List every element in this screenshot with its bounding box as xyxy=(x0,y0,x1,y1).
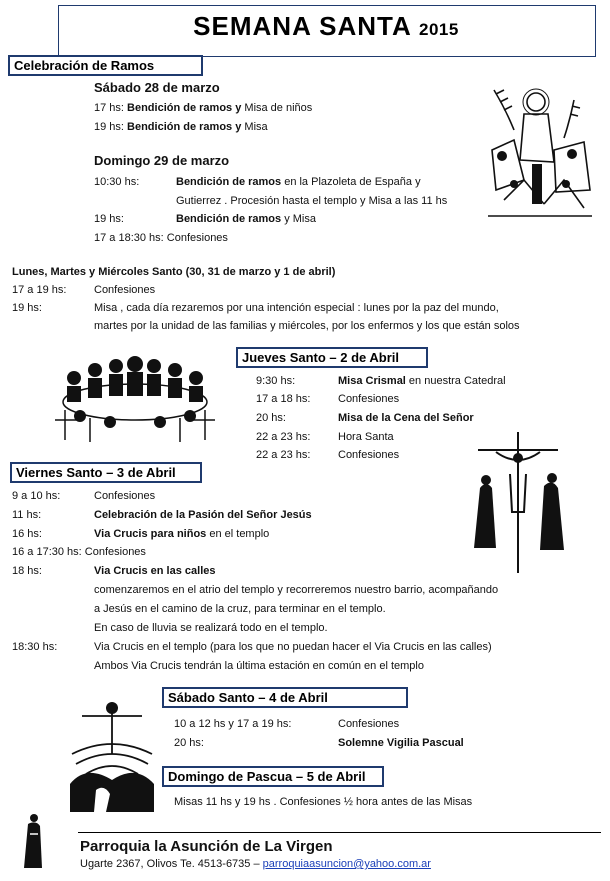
viernes-event-6: Via Crucis en el templo (para los que no puedan hacer el Via Crucis en las calles) xyxy=(94,641,492,653)
viernes-event-5-cont-3: En caso de lluvia se realizará todo en el templo. xyxy=(94,622,328,634)
ramos-domingo-heading: Domingo 29 de marzo xyxy=(94,153,230,168)
jueves-time-3: 20 hs: xyxy=(256,412,286,424)
footer-email-link[interactable]: parroquiaasuncion@yahoo.com.ar xyxy=(262,858,431,870)
jueves-time-5: 22 a 23 hs: xyxy=(256,449,311,461)
viernes-time-1: 9 a 10 hs: xyxy=(12,490,61,502)
footer-address: Ugarte 2367, Olivos Te. 4513-6735 – xyxy=(80,858,263,870)
page-title xyxy=(58,11,594,42)
viernes-time-3: 16 hs: xyxy=(12,528,42,540)
viernes-event-5: Via Crucis en las calles xyxy=(94,565,216,577)
footer-parish-name: Parroquia la Asunción de La Virgen xyxy=(80,838,333,855)
jueves-event-4: Hora Santa xyxy=(338,431,394,443)
jueves-event-2: Confesiones xyxy=(338,393,400,405)
ramos-label: Celebración de Ramos xyxy=(8,55,203,76)
lunes-time-2: 19 hs: xyxy=(12,302,42,314)
jueves-time-1: 9:30 hs: xyxy=(256,375,296,387)
event-bold: Bendición de ramos y xyxy=(127,121,242,133)
last-supper-illustration xyxy=(50,350,220,445)
jueves-time-4: 22 a 23 hs: xyxy=(256,431,311,443)
event-rest: y Misa xyxy=(281,213,316,225)
event-rest: en el templo xyxy=(206,528,270,540)
pascua-text: Misas 11 hs y 19 hs . Confesiones ½ hora antes de las Misas xyxy=(174,796,473,808)
lunes-text-2: Misa , cada día rezaremos por una intención especial : lunes por la paz del mundo, xyxy=(94,302,499,314)
ramos-sabado-line-2 xyxy=(94,121,268,133)
footer-contact xyxy=(80,858,431,870)
virgin-mary-logo-icon xyxy=(18,812,48,870)
viernes-confesiones: 16 a 17:30 hs: Confesiones xyxy=(12,546,146,558)
crucifixion-illustration xyxy=(466,428,578,578)
jueves-label: Jueves Santo – 2 de Abril xyxy=(236,347,428,368)
event-rest: en la Plazoleta de España y xyxy=(281,176,421,188)
jueves-event-1 xyxy=(338,375,506,387)
ramos-sabado-line-1 xyxy=(94,102,312,114)
viernes-event-5-cont-1: comenzaremos en el atrio del templo y recorreremos nuestro barrio, acompañando xyxy=(94,584,499,596)
ramos-domingo-event-1-cont: Gutierrez . Procesión hasta el templo y Misa a las 11 hs xyxy=(176,195,448,207)
sabado-santo-time-1: 10 a 12 hs y 17 a 19 hs: xyxy=(174,718,292,730)
event-rest: en nuestra Catedral xyxy=(405,375,506,387)
event-rest: Misa xyxy=(241,121,268,133)
resurrection-illustration xyxy=(66,694,158,814)
event-bold: Bendición de ramos y xyxy=(127,102,242,114)
viernes-time-5: 18 hs: xyxy=(12,565,42,577)
title-year: 2015 xyxy=(419,20,459,39)
lunes-time-1: 17 a 19 hs: xyxy=(12,284,67,296)
viernes-label: Viernes Santo – 3 de Abril xyxy=(10,462,202,483)
pascua-label: Domingo de Pascua – 5 de Abril xyxy=(162,766,384,787)
jueves-event-5: Confesiones xyxy=(338,449,400,461)
jueves-event-3: Misa de la Cena del Señor xyxy=(338,412,474,424)
sabado-santo-label: Sábado Santo – 4 de Abril xyxy=(162,687,408,708)
ramos-domingo-confesiones: 17 a 18:30 hs: Confesiones xyxy=(94,232,228,244)
viernes-event-3 xyxy=(94,528,269,540)
footer-divider xyxy=(78,832,601,833)
viernes-time-2: 11 hs: xyxy=(12,509,42,521)
ramos-sabado-heading: Sábado 28 de marzo xyxy=(94,80,220,95)
palm-sunday-illustration xyxy=(484,80,596,220)
sabado-santo-time-2: 20 hs: xyxy=(174,737,204,749)
jueves-time-2: 17 a 18 hs: xyxy=(256,393,311,405)
time: 19 hs: xyxy=(94,121,124,133)
lunes-text-1: Confesiones xyxy=(94,284,156,296)
viernes-time-6: 18:30 hs: xyxy=(12,641,58,653)
lunes-heading: Lunes, Martes y Miércoles Santo (30, 31 de marzo y 1 de abril) xyxy=(12,266,336,278)
time: 17 hs: xyxy=(94,102,124,114)
event-rest: Misa de niños xyxy=(241,102,313,114)
sabado-santo-event-1: Confesiones xyxy=(338,718,400,730)
ramos-domingo-event-1 xyxy=(176,176,421,188)
viernes-event-6-cont: Ambos Via Crucis tendrán la última estación en común en el templo xyxy=(94,660,424,672)
event-bold: Bendición de ramos xyxy=(176,176,282,188)
viernes-event-5-cont-2: a Jesús en el camino de la cruz, para terminar en el templo. xyxy=(94,603,386,615)
viernes-event-2: Celebración de la Pasión del Señor Jesús xyxy=(94,509,312,521)
event-bold: Via Crucis para niños xyxy=(94,528,207,540)
viernes-event-1: Confesiones xyxy=(94,490,156,502)
title-main: SEMANA SANTA xyxy=(193,11,411,41)
ramos-domingo-time-2: 19 hs: xyxy=(94,213,124,225)
event-bold: Bendición de ramos xyxy=(176,213,282,225)
ramos-domingo-event-2 xyxy=(176,213,316,225)
sabado-santo-event-2: Solemne Vigilia Pascual xyxy=(338,737,464,749)
lunes-text-2-cont: martes por la unidad de las familias y miércoles, por los enfermos y los que están solos xyxy=(94,320,520,332)
ramos-domingo-time-1: 10:30 hs: xyxy=(94,176,140,188)
event-bold: Misa Crismal xyxy=(338,375,406,387)
